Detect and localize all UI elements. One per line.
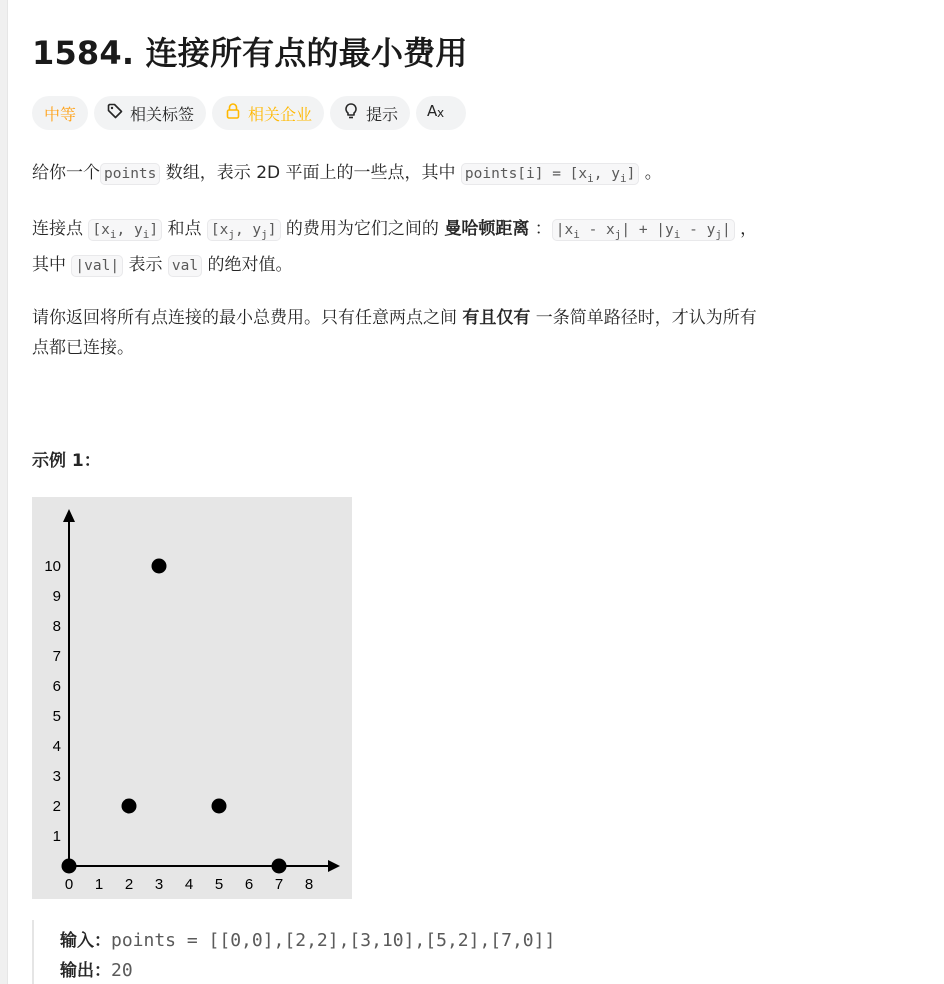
code-part: points[i] = [x [464,166,588,182]
x-tick-label: 6 [244,876,254,893]
scatter-chart [32,497,352,899]
x-tick-label: 5 [214,876,224,893]
code-part: - y [680,222,716,238]
example-input-line [60,926,555,951]
data-point [152,559,167,574]
related-companies-button[interactable] [212,96,324,130]
y-tick-label: 3 [52,768,61,785]
inline-code [552,219,735,241]
text: 请你返回将所有点连接的最小总费用。只有任意两点之间 [32,308,463,328]
code-part: , y [116,222,143,238]
code-part: ] [267,222,277,238]
y-tick-label: 6 [52,678,61,695]
subscript: i [587,171,594,185]
data-point [272,859,287,874]
y-tick-label: 10 [44,558,61,575]
svg-text:x: x [437,106,445,120]
data-point [212,799,227,814]
x-tick-label: 3 [154,876,164,893]
code-part: | [721,222,731,238]
input-label: 输入： [60,931,111,951]
hint-label: 提示 [366,104,399,124]
lightbulb-icon [342,102,366,124]
y-tick-label: 8 [52,618,61,635]
x-tick-label: 0 [64,876,74,893]
tag-bar [32,96,466,130]
inline-code [88,219,162,241]
code-part: ] [149,222,159,238]
x-tick-label: 4 [184,876,194,893]
input-value: points = [[0,0],[2,2],[3,10],[5,2],[7,0]] [111,930,556,951]
subscript: i [673,227,681,241]
data-point [62,859,77,874]
code-part: |x [555,222,574,238]
subscript: j [715,227,722,241]
description-paragraph-2 [32,214,932,281]
text: 数组，表示 2D 平面上的一些点，其中 [160,163,461,183]
code-part: , y [593,166,620,182]
text: 连接点 [32,219,89,239]
code-part: [x [92,222,110,238]
description-paragraph-3 [32,303,932,363]
text: 的绝对值。 [202,254,293,275]
difficulty-badge [32,96,88,130]
bold-text: 有且仅有 [462,308,531,328]
text: 表示 [123,254,168,275]
inline-code [207,219,281,241]
y-tick-label: 4 [52,738,61,755]
y-axis-arrow [63,509,75,522]
code-part: | + |y [621,222,674,238]
page-title[interactable]: 1584. 连接所有点的最小费用 [32,34,468,72]
subscript: i [142,227,150,241]
subscript: j [228,227,235,241]
text: ， [734,219,758,239]
text: ： [529,219,552,239]
x-axis-arrow [328,860,340,872]
x-tick-label: 7 [274,876,284,893]
subscript: i [619,171,627,185]
subscript: j [614,227,622,241]
hint-button[interactable] [330,96,410,130]
y-tick-label: 7 [52,648,61,665]
inline-code: val [168,255,202,277]
text: 一条简单路径时，才认为所有 [530,308,757,328]
text: 。 [639,163,662,183]
example-io-block [32,920,934,984]
description-paragraph-1 [32,158,932,194]
y-tick-label: 1 [52,828,61,845]
related-tags-label: 相关标签 [130,104,195,124]
example-title: 示例 1： [32,451,101,471]
related-tags-button[interactable] [94,96,206,130]
code-part: - x [579,222,615,238]
translate-icon [427,102,455,124]
y-tick-label: 2 [52,798,61,815]
y-tick-label: 5 [52,708,61,725]
data-point [122,799,137,814]
x-tick-label: 1 [94,876,104,893]
inline-code: points [100,163,160,185]
text: 其中 [32,254,72,275]
text: 给你一个 [32,163,100,183]
code-part: [x [210,222,229,238]
text: 点都已连接。 [32,338,134,358]
example-figure [32,497,352,899]
subscript: i [573,227,580,241]
x-tick-label: 2 [124,876,134,893]
output-value: 20 [111,960,133,981]
related-companies-label: 相关企业 [248,104,313,124]
lock-icon [224,102,248,124]
code-part: ] [626,166,636,182]
x-tick-label: 8 [304,876,314,893]
code-part: , y [234,222,262,238]
bold-text: 曼哈顿距离 [444,219,530,239]
translate-button[interactable] [416,96,466,130]
inline-code [461,163,639,185]
left-panel-edge [0,0,8,984]
inline-code: |val| [71,255,123,277]
difficulty-label: 中等 [44,104,77,124]
output-label: 输出： [60,961,111,981]
y-tick-label: 9 [52,588,61,605]
subscript: i [109,227,117,241]
subscript: j [261,227,268,241]
text: 的费用为它们之间的 [280,219,445,239]
tag-icon [106,102,130,124]
example-output-line [60,956,133,981]
text: 和点 [162,219,207,239]
svg-text:A: A [427,102,438,120]
